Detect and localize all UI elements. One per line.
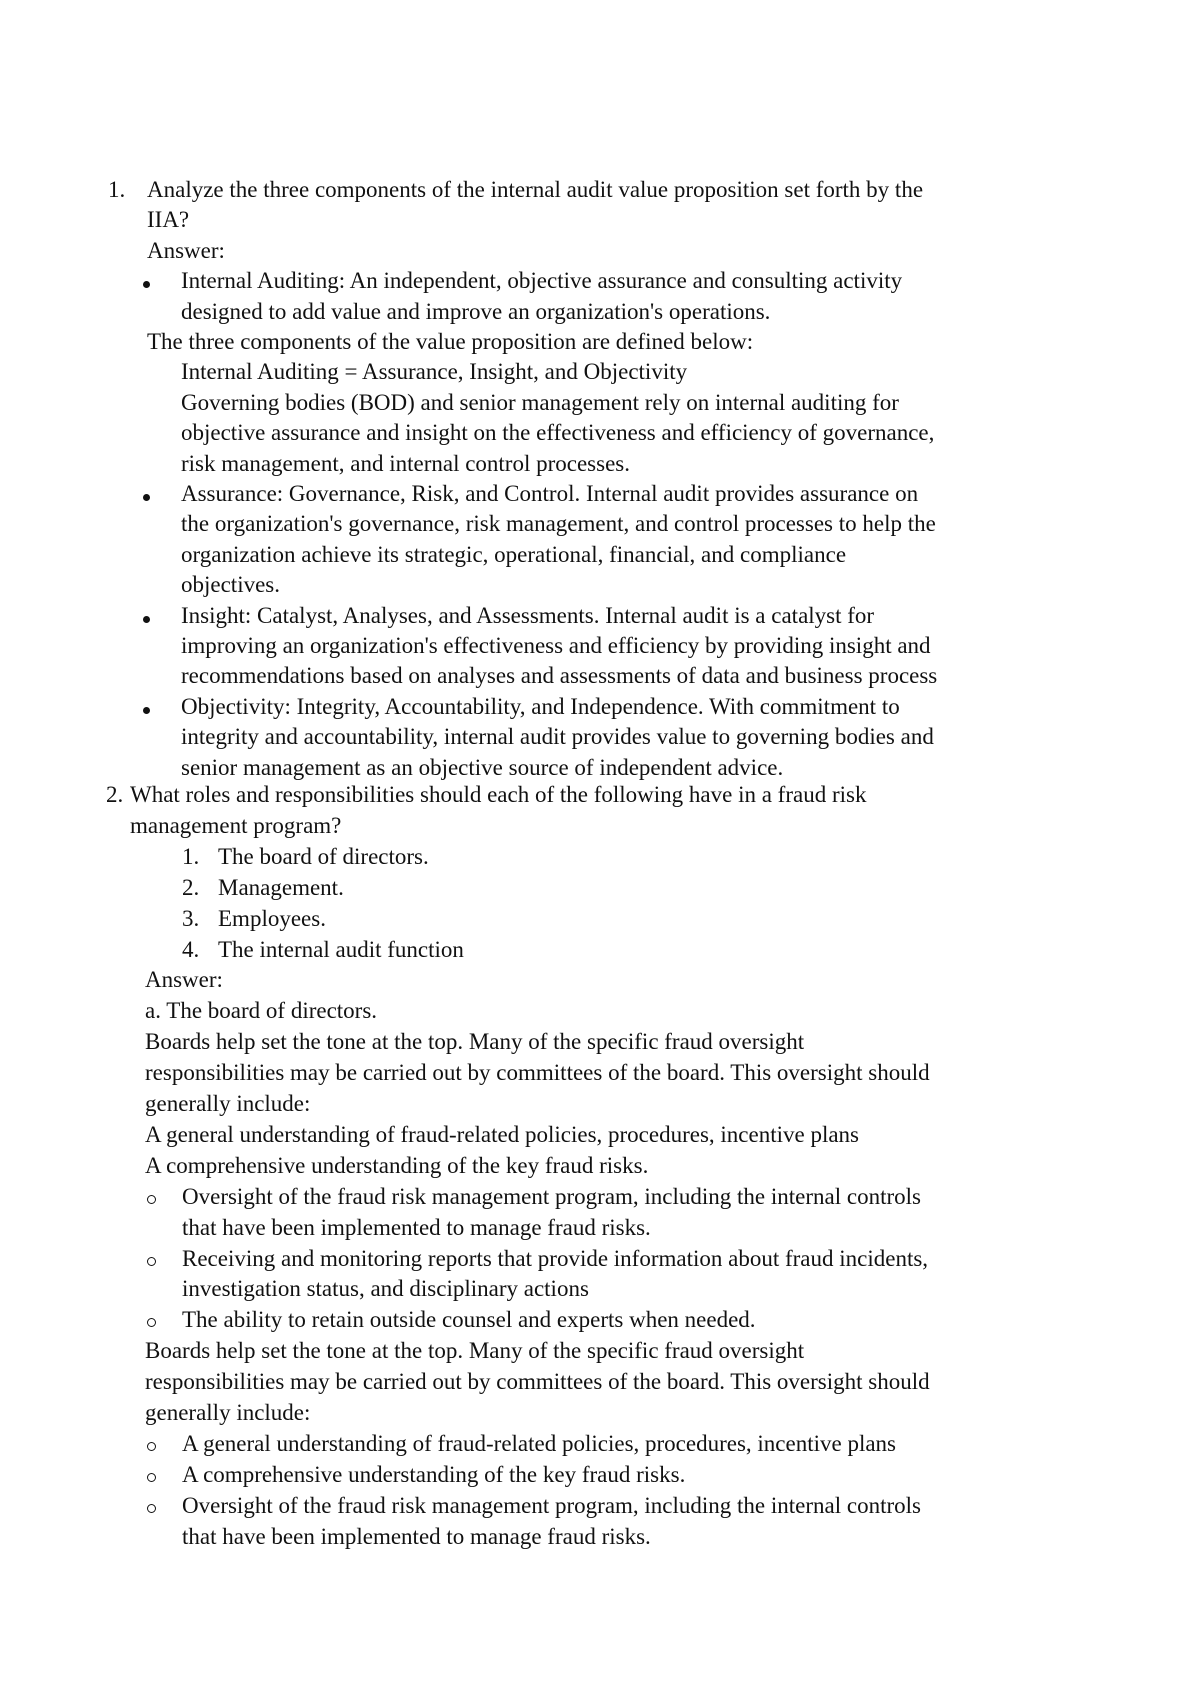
bullet-icon [143,692,150,722]
bullet-circle-icon [147,1318,156,1327]
text-line: Oversight of the fraud risk management program, including the internal controls [182,1183,921,1209]
text-line: the organization's governance, risk management, and control processes to help the [181,511,936,537]
list-number: 2. [106,782,124,807]
text-line: responsibilities may be carried out by committees of the board. This oversight should [145,1369,930,1395]
text-line: Answer: [147,237,225,263]
text-line: Assurance: Governance, Risk, and Control. Internal audit provides assurance on [181,481,919,506]
text-line: Receiving and monitoring reports that provide information about fraud incidents, [182,1245,929,1271]
bullet-dot-icon [143,281,150,288]
bullet-icon [143,601,150,631]
text-line: Boards help set the tone at the top. Many of the specific fraud oversight [145,1029,805,1055]
list-number: 4. [182,936,200,962]
text-line: senior management as an objective source of independent advice. [181,754,784,780]
text-line: Employees. [218,905,326,931]
text-line: A comprehensive understanding of the key fraud risks. [145,1152,649,1178]
text-line: generally include: [145,1091,311,1116]
text-line: Answer: [145,967,223,993]
text-line: Objectivity: Integrity, Accountability, and Independence. With commitment to [181,693,900,719]
text-line: investigation status, and disciplinary actions [182,1276,589,1302]
circle-bullet-icon [147,1182,156,1212]
list-number: 3. [182,905,200,931]
bullet-icon [143,479,150,509]
text-line: integrity and accountability, internal audit provides value to governing bodies and [181,724,934,750]
bullet-dot-icon [143,707,150,714]
text-line: Insight: Catalyst, Analyses, and Assessments. Internal audit is a catalyst for [181,602,875,628]
circle-bullet-icon [147,1305,156,1335]
text-line: management program? [130,812,342,838]
text-line: responsibilities may be carried out by committees of the board. This oversight should [145,1060,930,1086]
bullet-circle-icon [147,1504,156,1513]
text-line: Internal Auditing: An independent, objective assurance and consulting activity [181,268,903,294]
text-line: A comprehensive understanding of the key fraud risks. [182,1461,686,1487]
text-line: Oversight of the fraud risk management program, including the internal controls [182,1492,921,1518]
text-line: A general understanding of fraud-related policies, procedures, incentive plans [145,1121,860,1147]
bullet-dot-icon [143,494,150,501]
bullet-icon [143,266,150,296]
text-line: Management. [218,874,344,900]
text-line: The three components of the value proposition are defined below: [147,329,754,354]
circle-bullet-icon [147,1429,156,1459]
text-line: A general understanding of fraud-related policies, procedures, incentive plans [182,1430,897,1456]
text-line: risk management, and internal control processes. [181,450,630,476]
bullet-dot-icon [143,616,150,623]
text-line: Internal Auditing = Assurance, Insight, and Objectivity [181,359,688,385]
question-text: Analyze the three components of the internal audit value proposition set forth by the [147,177,924,202]
text-line: designed to add value and improve an organization's operations. [181,298,771,324]
text-line: Governing bodies (BOD) and senior management rely on internal auditing for [181,389,899,415]
text-line: objectives. [181,572,280,598]
text-line: organization achieve its strategic, operational, financial, and compliance [181,541,847,567]
bullet-circle-icon [147,1257,156,1266]
text-line: The ability to retain outside counsel and experts when needed. [182,1307,756,1333]
text-line: improving an organization's effectiveness and efficiency by providing insight and [181,633,931,658]
text-line: a. The board of directors. [145,998,378,1024]
text-line: that have been implemented to manage fraud risks. [182,1214,651,1240]
text-line: objective assurance and insight on the effectiveness and efficiency of governance, [181,420,935,446]
text-line: IIA? [147,207,190,233]
circle-bullet-icon [147,1244,156,1274]
circle-bullet-icon [147,1491,156,1521]
text-line: recommendations based on analyses and assessments of data and business process [181,663,938,689]
list-number: 1. [182,843,200,869]
question-text: What roles and responsibilities should each of the following have in a fraud risk [130,782,867,807]
text-line: that have been implemented to manage fraud risks. [182,1523,651,1549]
text-line: The internal audit function [218,936,464,962]
text-line: The board of directors. [218,843,429,869]
text-line: generally include: [145,1400,311,1425]
text-line: Boards help set the tone at the top. Many of the specific fraud oversight [145,1338,805,1364]
bullet-circle-icon [147,1195,156,1204]
list-number: 2. [182,874,200,900]
list-number: 1. [108,177,126,202]
bullet-circle-icon [147,1473,156,1482]
bullet-circle-icon [147,1442,156,1451]
circle-bullet-icon [147,1460,156,1490]
